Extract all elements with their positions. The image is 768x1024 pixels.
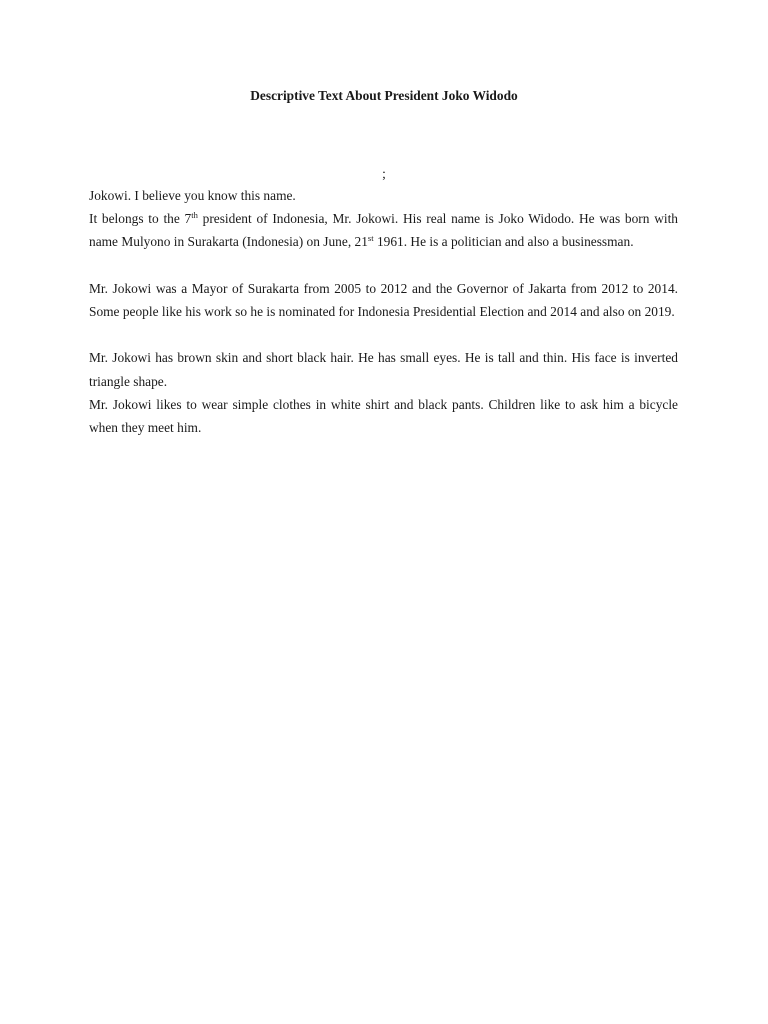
- paragraph-appearance: Mr. Jokowi has brown skin and short black hair. He has small eyes. He is tall and thin. His face is inverted triangle shape.: [89, 350, 678, 389]
- document-body: [89, 184, 678, 439]
- paragraph-birth-text-3: 1961. He is a politician and also a businessman.: [373, 234, 634, 250]
- document-title: Descriptive Text About President Joko Widodo: [250, 88, 518, 103]
- paragraph-clothes: Mr. Jokowi likes to wear simple clothes in white shirt and black pants. Children like to ask him a bicycle when they meet him.: [89, 396, 678, 435]
- separator-mark: ;: [382, 166, 386, 181]
- ordinal-suffix: th: [191, 210, 198, 221]
- paragraph-birth-text-2: president of Indonesia, Mr. Jokowi. His real name is Joko Widodo. He was born with name Mulyono in Surakarta (Indonesia) on June, 21: [89, 211, 678, 250]
- paragraph-birth: [89, 207, 678, 253]
- ordinal-suffix: st: [367, 233, 374, 244]
- paragraph-birth-text-1: It belongs to the 7: [89, 211, 192, 227]
- paragraph-career: Mr. Jokowi was a Mayor of Surakarta from 2005 to 2012 and the Governor of Jakarta from 2012 to 2014. Some people like his work so he is nominated for Indonesia Presidential Election and 2014 and also on 2019.: [89, 280, 678, 319]
- intro-line: Jokowi. I believe you know this name.: [89, 188, 296, 203]
